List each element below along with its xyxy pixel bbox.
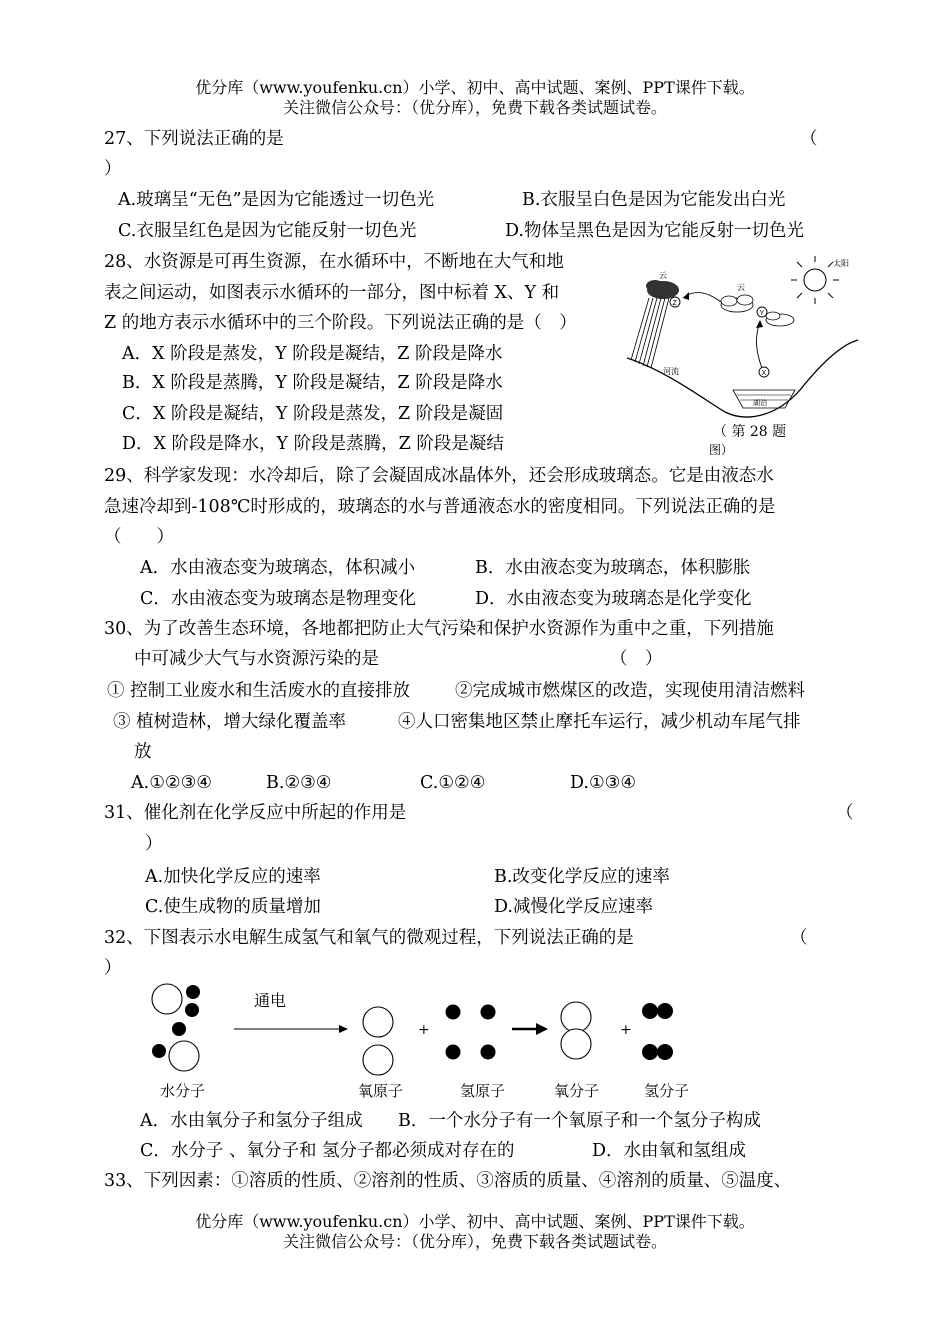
q29-option-a: A．水由液态变为玻璃态，体积减小 [140,558,416,578]
cloud-label-1: 云 [659,271,667,280]
y-label: Y [759,310,765,317]
q32-option-c: C．水分子 、氧分子和 氢分子都必须成对存在的 [140,1141,515,1161]
river-label: 河流 [663,367,679,376]
hydrogen-molecule-atom [642,1003,658,1019]
oxygen-molecule-atom [561,1029,591,1059]
cloud-label-2: 云 [737,283,745,292]
water-molecule-group [152,984,200,1071]
q27-paren-open: （ [800,129,818,149]
q30-item-4: ④人口密集地区禁止摩托车运行，减少机动车尾气排 [398,712,801,732]
hydrogen-atom [446,1005,461,1020]
hydrogen-atom [481,1005,496,1020]
hydrogen-atom [481,1045,496,1060]
q27-stem: 27、下列说法正确的是 [104,129,284,149]
q32-option-d: D．水由氧和氢组成 [592,1141,747,1161]
q27-option-b: B.衣服呈白色是因为它能发出白光 [522,190,786,210]
electrolysis-diagram [140,978,710,1104]
q30-line-1: 30、为了改善生态环境，各地都把防止大气污染和保护水资源作为重中之重，下列措施 [104,619,774,639]
q28-option-b: B．X 阶段是蒸腾，Y 阶段是凝结，Z 阶段是降水 [122,373,503,393]
q31-option-a: A.加快化学反应的速率 [145,867,321,887]
q32-option-a: A．水由氧分子和氢分子组成 [140,1111,363,1131]
plus-sign-1: + [418,1022,430,1038]
q28-line-1: 28、水资源是可再生资源，在水循环中，不断地在大气和地 [104,252,564,272]
q29-option-d: D．水由液态变为玻璃态是化学变化 [475,589,752,609]
q29-line-2: 急速冷却到-108℃时形成的，玻璃态的水与普通液态水的密度相同。下列说法正确的是 [104,497,776,517]
q27-paren-close: ） [104,159,122,179]
q32-stem: 32、下图表示水电解生成氢气和氧气的微观过程，下列说法正确的是 [104,928,634,948]
footer-line-1: 优分库（www.youfenku.cn）小学、初中、高中试题、案例、PPT课件下载。 [195,1212,755,1231]
sun-icon [804,269,826,291]
hydrogen-atom-in-water [172,1022,186,1036]
q30-item-1: ① 控制工业废水和生活废水的直接排放 [107,681,411,701]
hydrogen-molecule-atom [657,1044,673,1060]
z-label: Z [672,300,677,307]
oxygen-atom [363,1007,393,1037]
electric-label: 通电 [254,991,287,1010]
hydrogen-atom [446,1045,461,1060]
q29-option-c: C．水由液态变为玻璃态是物理变化 [140,589,416,609]
figure-caption: （ 第 28 题 [713,424,787,440]
lake-label: 湖泊 [753,399,767,407]
footer-line-2: 关注微信公众号：（优分库），免费下载各类试题试卷。 [282,1232,667,1251]
q30-option-b: B.②③④ [266,773,332,793]
oxygen-molecule-label: 氧分子 [554,1082,600,1100]
figure-caption-cut: 图） [709,443,734,455]
hydrogen-molecule-atom [642,1044,658,1060]
hydrogen-atom-in-water [152,1044,166,1058]
q32-paren-open: （ [790,928,808,948]
q30-item-2: ②完成城市燃煤区的改造，实现使用清洁燃料 [455,681,805,701]
q29-option-b: B．水由液态变为玻璃态，体积膨胀 [475,558,751,578]
q32-option-b: B．一个水分子有一个氧原子和一个氢分子构成 [398,1111,761,1131]
q30-option-a: A.①②③④ [131,773,212,793]
q28-option-a: A．X 阶段是蒸发，Y 阶段是凝结，Z 阶段是降水 [122,344,503,364]
q27-option-d: D.物体呈黑色是因为它能反射一切色光 [505,221,804,241]
x-label: X [761,370,767,377]
q30-option-c: C.①②④ [420,773,486,793]
plus-sign-2: + [620,1022,632,1038]
rain-icon [631,298,669,368]
ground-line-icon [627,340,858,417]
q30-item-3: ③ 植树造林，增大绿化覆盖率 [113,712,347,732]
oxygen-molecule-atom [561,1002,591,1032]
q28-line-2: 表之间运动，如图表示水循环的一部分，图中标着 X、Y 和 [104,283,560,303]
q31-option-c: C.使生成物的质量增加 [145,897,321,917]
q28-line-3: Z 的地方表示水循环中的三个阶段。下列说法正确的是（ ） [104,313,577,333]
oxygen-atom-in-water [152,984,182,1014]
q28-option-d: D．X 阶段是降水，Y 阶段是蒸腾，Z 阶段是凝结 [122,434,504,454]
hydrogen-atom-in-water [186,985,200,999]
q29-line-1: 29、科学家发现：水冷却后，除了会凝固成冰晶体外，还会形成玻璃态。它是由液态水 [104,466,774,486]
oxygen-atom-in-water [169,1041,199,1071]
header-line-2: 关注微信公众号：（优分库），免费下载各类试题试卷。 [282,98,667,117]
q31-paren-close: ） [145,834,163,854]
q31-stem: 31、催化剂在化学反应中所起的作用是 [104,803,407,823]
q31-option-b: B.改变化学反应的速率 [494,867,670,887]
q31-paren-open: （ [836,803,854,823]
q27-option-a: A.玻璃呈“无色”是因为它能透过一切色光 [118,190,435,210]
sun-label: 太阳 [833,259,849,268]
q29-paren: （ ） [104,527,174,547]
hydrogen-molecule-atom [657,1003,673,1019]
hydrogen-molecule-label: 氢分子 [644,1082,690,1100]
water-cycle-figure [625,250,860,455]
q30-line-2: 中可减少大气与水资源污染的是 [134,649,379,669]
evaporation-arrow-icon [756,322,762,368]
oxygen-atom [363,1045,393,1075]
hydrogen-atom-in-water [185,1003,199,1017]
hydrogen-atom-label: 氢原子 [460,1082,506,1100]
q30-item-4-cont: 放 [134,742,152,762]
q33-line-1: 33、下列因素：①溶质的性质、②溶剂的性质、③溶质的质量、④溶剂的质量、⑤温度、 [104,1171,792,1191]
q30-paren: （ ） [610,649,663,669]
q30-option-d: D.①③④ [570,773,637,793]
q32-paren-close: ） [104,958,122,978]
header-line-1: 优分库（www.youfenku.cn）小学、初中、高中试题、案例、PPT课件下载。 [195,78,755,97]
q27-option-c: C.衣服呈红色是因为它能反射一切色光 [118,221,417,241]
q31-option-d: D.减慢化学反应速率 [494,897,653,917]
oxygen-atom-label: 氧原子 [358,1082,404,1100]
q28-option-c: C．X 阶段是凝结，Y 阶段是蒸发，Z 阶段是凝固 [122,404,504,424]
water-molecule-label: 水分子 [160,1082,206,1100]
